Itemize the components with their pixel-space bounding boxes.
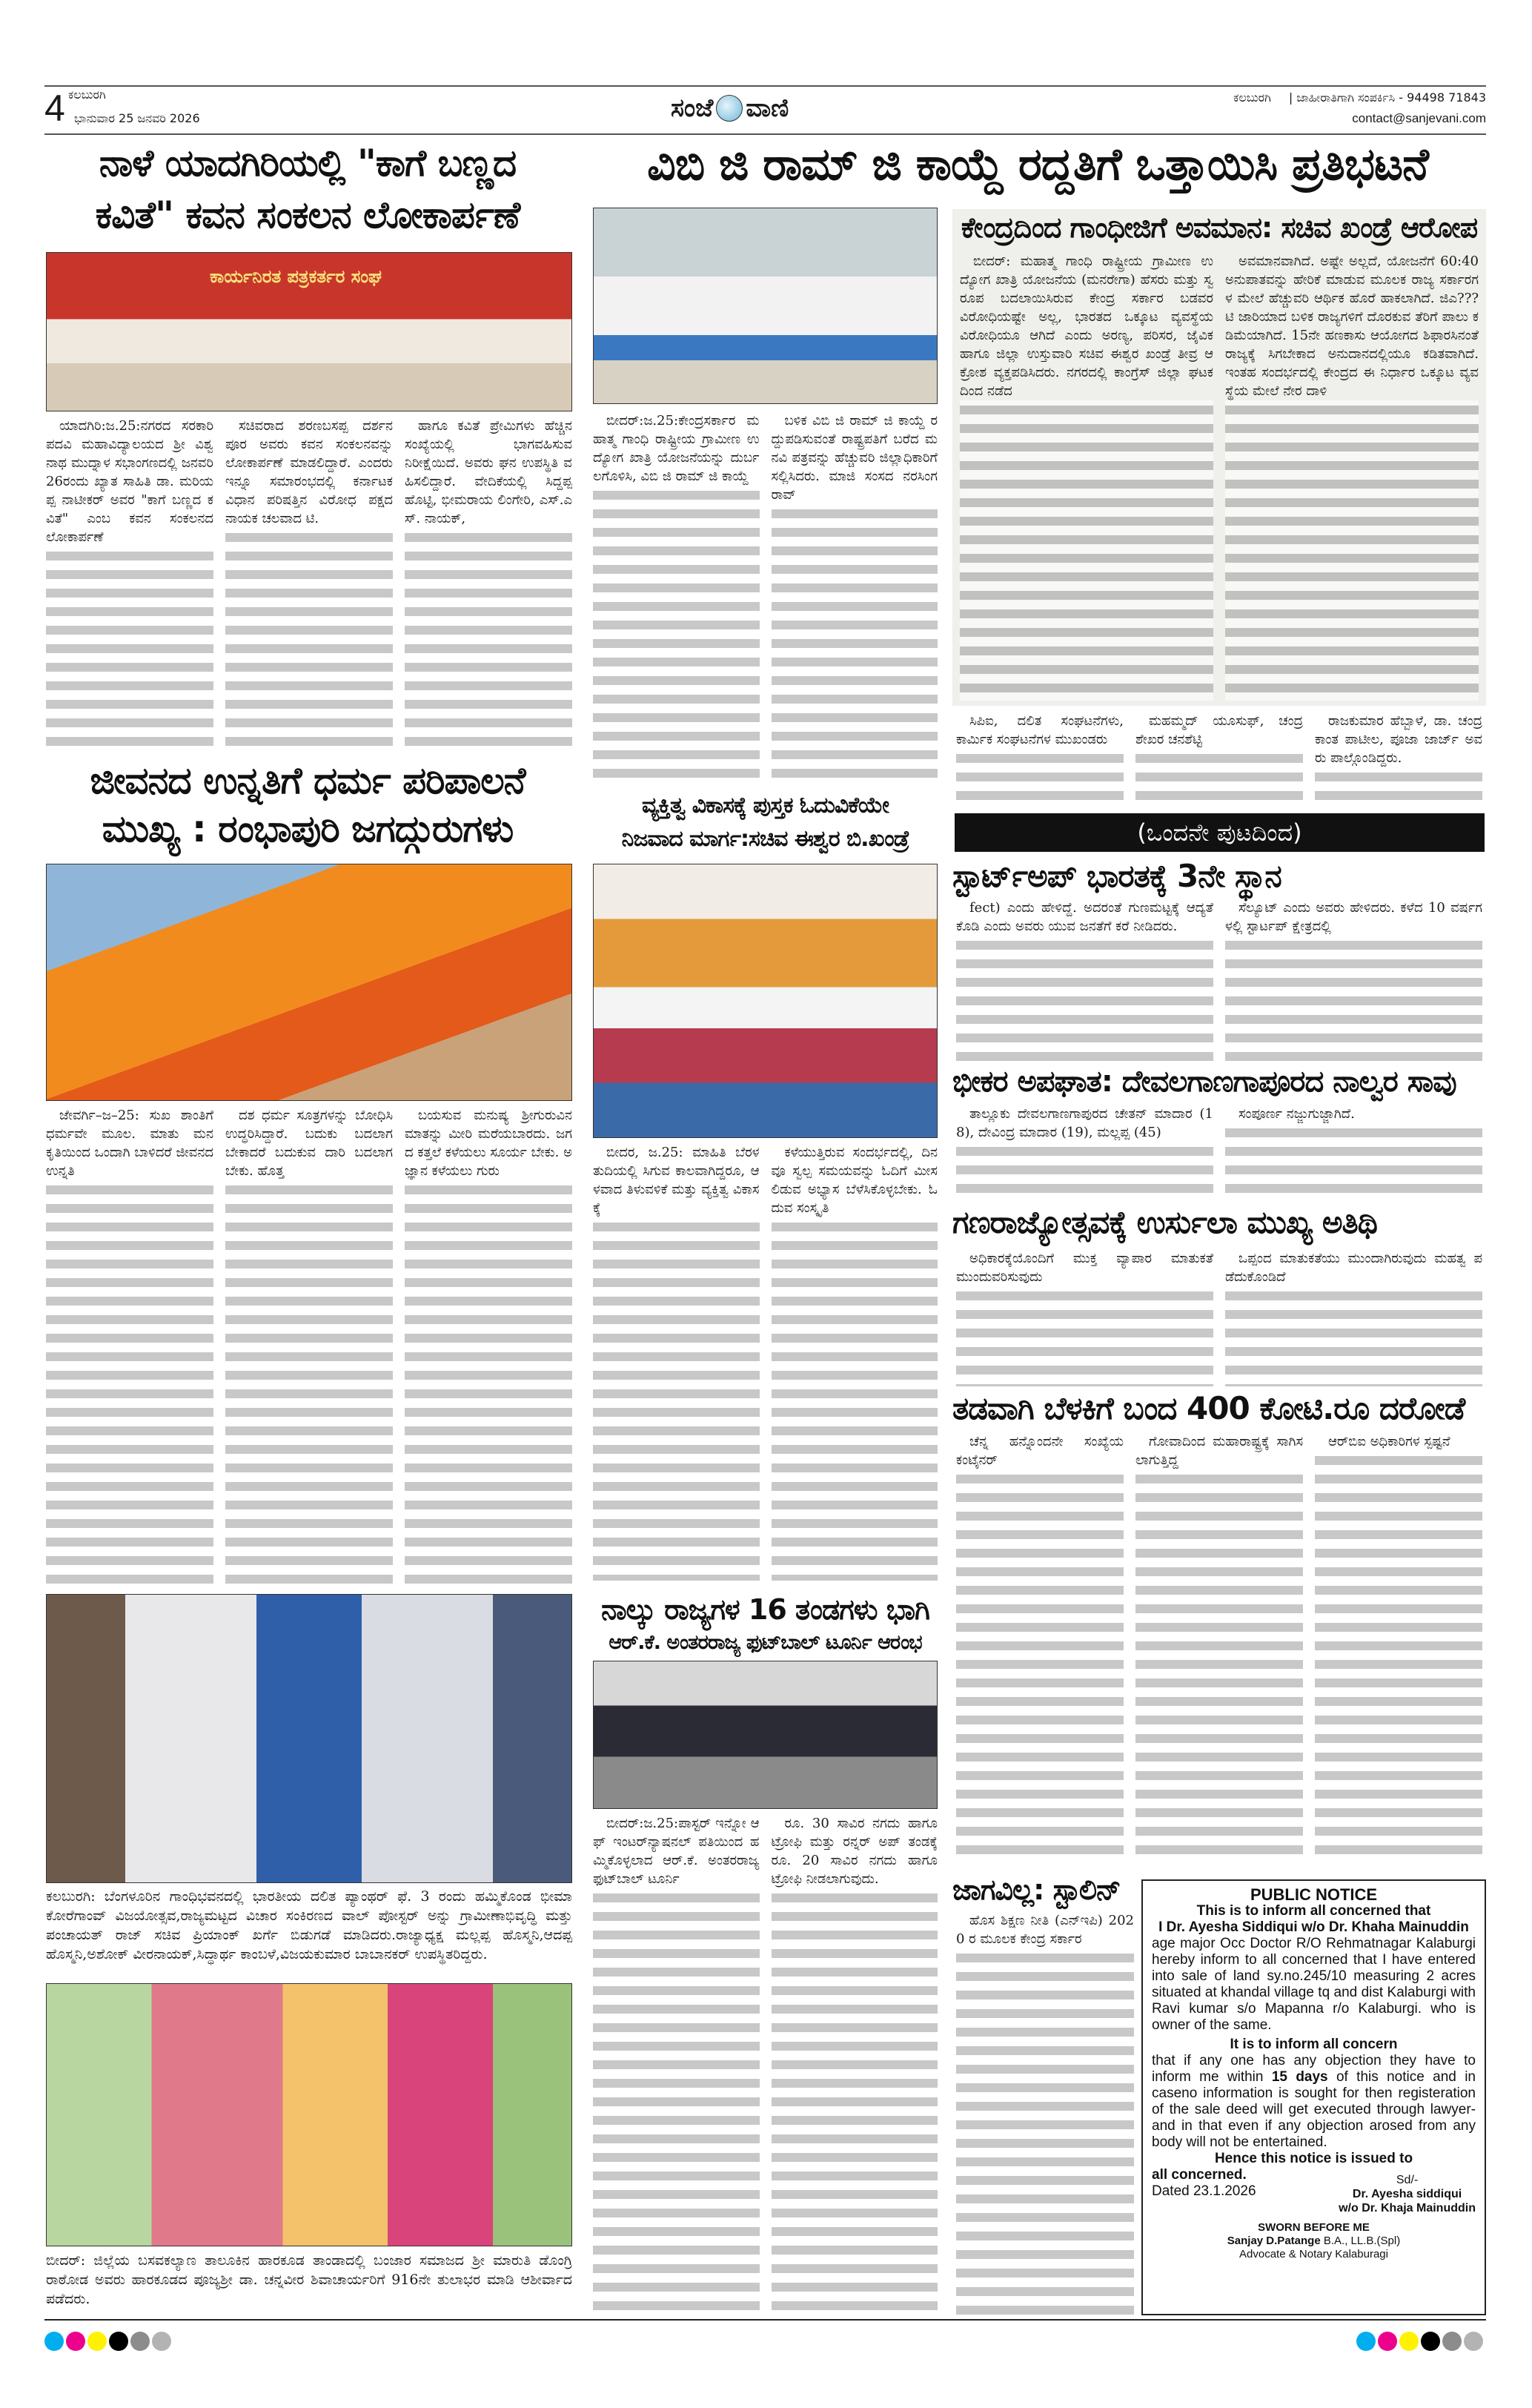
continued-text-lines — [956, 1948, 1134, 2315]
text-column — [1315, 1432, 1482, 1862]
headline-khandre: ಕೇಂದ್ರದಿಂದ ಗಾಂಧೀಜಿಗೆ ಅವಮಾನ: ಸಚಿವ ಖಂಡ್ರೆ ಆರೋಪ — [961, 211, 1478, 244]
article-paragraph: ಹಾಗೂ ಕವಿತೆ ಪ್ರೇಮಿಗಳು ಹೆಚ್ಚಿನ ಸಂಖ್ಯೆಯಲ್ಲಿ ಭಾಗವಹಿಸುವ ನಿರೀಕ್ಷೆಯಿದೆ. ಅವರು ಘನ ಉಪಸ್ಥಿತಿ ವಹಿಸಲಿದ್ದಾರೆ. ವೇದಿಕೆಯಲ್ಲಿ ಸಿದ್ದಪ್ಪ ಹೊಟ್ಟಿ, ಭೀಮರಾಯ ಲಿಂಗೇರಿ, ಎಸ್.ಎಸ್. ನಾಯಕ್, — [405, 418, 572, 526]
notice-advocate-name: Sanjay D.Patange — [1227, 2235, 1321, 2247]
text-column — [956, 899, 1213, 1062]
continued-text-lines — [1225, 936, 1482, 1062]
continued-text-lines — [1135, 749, 1303, 808]
subheadline-football: ಆರ್.ಕೆ. ಅಂತರರಾಜ್ಯ ಫುಟ್‌ಬಾಲ್ ಟೂರ್ನಿ ಆರಂಭ — [609, 1631, 922, 1654]
headline-stalin: ಜಾಗವಿಲ್ಲ: ಸ್ಟಾಲಿನ್ — [952, 1873, 1121, 1906]
continued-from-front-banner: (ಒಂದನೇ ಪುಟದಿಂದ) — [955, 813, 1485, 852]
masthead-top-rule — [44, 85, 1486, 87]
photo-rambhapuri-swamiji — [46, 864, 572, 1101]
text-column — [1225, 899, 1482, 1062]
notice-body-2 — [1152, 2053, 1476, 2151]
continued-text-lines — [956, 749, 1124, 808]
headline-robbery: ತಡವಾಗಿ ಬೆಳಕಿಗೆ ಬಂದ 400 ಕೋಟಿ.ರೂ ದರೋಡೆ — [952, 1390, 1465, 1426]
article-paragraph: ಜೇವರ್ಗಿ–ಜ–25: ಸುಖ ಶಾಂತಿಗೆ ಧರ್ಮವೇ ಮೂಲ. ಮಾತು ಮನ ಕೃತಿಯಿಂದ ಒಂದಾಗಿ ಬಾಳಿದರೆ ಜೀವನದ ಉನ್ನತಿ — [46, 1108, 213, 1179]
photo-protest-march — [593, 208, 938, 404]
cyan-dot-icon — [1356, 2332, 1376, 2351]
continued-text-lines — [593, 1217, 760, 1581]
text-column — [956, 1249, 1213, 1386]
black-dot-icon — [109, 2332, 128, 2351]
continued-text-lines — [225, 528, 393, 750]
logo-text-left: ಸಂಜೆ — [671, 93, 714, 123]
newspaper-logo — [671, 93, 789, 123]
notice-signatory-relation: w/o Dr. Khaja Mainuddin — [1339, 2202, 1476, 2214]
photo-book-exhibition — [593, 864, 938, 1138]
caption-tulabhara: ಬೀದರ್: ಜಿಲ್ಲೆಯ ಬಸವಕಲ್ಯಾಣ ತಾಲೂಕಿನ ಹಾರಕೂಡ ತಾಂಡಾದಲ್ಲಿ ಬಂಜಾರ ಸಮಾಜದ ಶ್ರೀ ಮಾರುತಿ ಡೊಂಗ್ರಿ ರಾಠೋಡ ಅವರು ಹಾರಕೂಡದ ಪೂಜ್ಯಶ್ರೀ ಡಾ. ಚನ್ನವೀರ ಶಿವಾಚಾರ್ಯರಿಗೆ 916ನೇ ತುಲಾಭರ ಮಾಡಿ ಆಶೀರ್ವಾದ ಪಡೆದರು. — [46, 2252, 572, 2307]
page-number: 4 — [44, 87, 65, 129]
continued-text-lines — [1225, 400, 1479, 701]
article-paragraph: ಮಹಮ್ಮದ್ ಯೂಸುಫ್, ಚಂದ್ರಶೇಖರ ಚನಶೆಟ್ಟಿ — [1135, 713, 1303, 747]
text-column — [1135, 712, 1303, 808]
logo-text-right: ವಾಣಿ — [746, 93, 789, 123]
article-body-startup — [956, 899, 1482, 1062]
caption-poster-release: ಕಲಬುರಗಿ: ಬೆಂಗಳೂರಿನ ಗಾಂಧಿಭವನದಲ್ಲಿ ಭಾರತೀಯ ದಲಿತ ಪ್ಯಾಂಥರ್ ಫೆ. 3 ರಂದು ಹಮ್ಮಿಕೊಂಡ ಭೀಮಾ ಕೋರೆಗಾಂವ್ ವಿಜಯೋತ್ಸವ,ರಾಜ್ಯಮಟ್ಟದ ವಿಚಾರ ಸಂಕಿರಣದ ವಾಲ್ ಪೋಸ್ಟರ್ ಅನ್ನು ಗ್ರಾಮೀಣಾಭಿವೃದ್ಧಿ ಮತ್ತು ಪಂಚಾಯತ್ ರಾಜ್ ಸಚಿವ ಪ್ರಿಯಾಂಕ್ ಖರ್ಗೆ ಬಿಡುಗಡೆ ಮಾಡಿದರು.ರಾಜ್ಯಾಧ್ಯಕ್ಷ ಮಲ್ಲಪ್ಪ ಹೊಸ್ಮನಿ,ಆದಪ್ಪ ಹೊಸ್ಮನಿ,ಅಶೋಕ್ ವೀರನಾಯಕ್,ಸಿದ್ಧಾರ್ಥ ಕಾಂಬಳೆ,ವಿಜಯಕುಮಾರ ಬಾಬಾನಕರ್ ಉಪಸ್ಥಿತರಿದ್ದರು. — [46, 1888, 572, 1962]
headline-startup: ಸ್ಟಾರ್ಟ್‌ಅಪ್ ಭಾರತಕ್ಕೆ 3ನೇ ಸ್ಥಾನ — [952, 858, 1281, 894]
article-paragraph: ಅಧಿಕಾರಕ್ಕೆಯೊಂದಿಗೆ ಮುಕ್ತ ವ್ಯಾಪಾರ ಮಾತುಕತೆ ಮುಂದುವರಿಸುವುದು — [956, 1251, 1213, 1285]
article-paragraph: ಸಂಪೂರ್ಣ ನಜ್ಜುಗುಜ್ಜಾಗಿದೆ. — [1238, 1106, 1355, 1122]
public-notice — [1141, 1879, 1486, 2315]
continued-text-lines — [405, 528, 572, 750]
text-column — [956, 1911, 1134, 2315]
article-paragraph: ಬಯಸುವ ಮನುಷ್ಯ ಶ್ರೀಗುರುವಿನ ಮಾತನ್ನು ಮೀರಿ ಮರೆಯಬಾರದು. ಜಗದ ಕತ್ತಲೆ ಕಳೆಯಲು ಸೂರ್ಯ ಬೇಕು. ಅಜ್ಞಾನ ಕಳೆಯಲು ಗುರು — [405, 1108, 572, 1179]
article-paragraph: ಸಚಿವರಾದ ಶರಣಬಸಪ್ಪ ದರ್ಶನಪೂರ ಅವರು ಕವನ ಸಂಕಲನವನ್ನು ಲೋಕಾರ್ಪಣೆ ಮಾಡಲಿದ್ದಾರೆ. ಎಂದರು ಇನ್ನೂ ಸಮಾರಂಭದಲ್ಲಿ ಕರ್ನಾಟಕ ವಿಧಾನ ಪರಿಷತ್ತಿನ ವಿರೋಧ ಪಕ್ಷದ ನಾಯಕ ಚಲವಾದ ಟಿ. — [225, 418, 393, 526]
continued-text-lines — [1135, 1469, 1303, 1862]
photo-book-release — [46, 252, 572, 411]
contact-email[interactable]: contact@sanjevani.com — [1352, 111, 1486, 125]
notice-sworn: SWORN BEFORE ME — [1258, 2221, 1370, 2234]
article-paragraph: ಯಾದಗಿರಿ:ಜ.25:ನಗರದ ಸರಕಾರಿ ಪದವಿ ಮಹಾವಿದ್ಯಾಲಯದ ಶ್ರೀ ವಿಶ್ವನಾಥ ಮುದ್ನಾಳ ಸಭಾಂಗಣದಲ್ಲಿ ಜನವರಿ 26ರಂದು ಖ್ಯಾತ ಸಾಹಿತಿ ಡಾ. ಮರಿಯಪ್ಪ ನಾಟೀಕರ್ ಅವರ "ಕಾಗೆ ಬಣ್ಣದ ಕವಿತೆ" ಎಂಬ ಕವನ ಸಂಕಲನದ ಲೋಕಾರ್ಪಣೆ — [46, 418, 213, 545]
text-column — [1135, 1432, 1303, 1862]
article-paragraph: ಗೋವಾದಿಂದ ಮಹಾರಾಷ್ಟ್ರಕ್ಕೆ ಸಾಗಿಸಲಾಗುತ್ತಿದ್ದ — [1135, 1434, 1303, 1468]
text-column — [593, 411, 760, 786]
notice-body-2b: of this notice and in caseno information is sought for then registeration of the sale deed will get executed through lawyer- and in that even if any objection arosed from any body will not be entertained. — [1152, 2069, 1476, 2150]
photo-poster-release — [46, 1594, 572, 1883]
article-body-khandre — [960, 252, 1479, 701]
text-column — [46, 417, 213, 750]
continued-text-lines — [1225, 1123, 1482, 1200]
footer-rule — [44, 2319, 1486, 2321]
article-paragraph: ಹೊಸ ಶಿಕ್ಷಣ ನೀತಿ (ಎನ್‌ಇಪಿ) 2020 ರ ಮೂಲಕ ಕೇಂದ್ರ ಸರ್ಕಾರ — [956, 1913, 1134, 1947]
headline-republic-day: ಗಣರಾಜ್ಯೋತ್ಸವಕ್ಕೆ ಉರ್ಸುಲಾ ಮುಖ್ಯ ಅತಿಥಿ — [952, 1204, 1377, 1240]
article-body-main — [593, 411, 938, 786]
masthead-contact — [1233, 90, 1486, 105]
text-column — [772, 411, 938, 786]
article-body-khandre-continued — [956, 712, 1482, 808]
article-paragraph: ಆರ್‌ಬಿಐ ಅಧಿಕಾರಿಗಳ ಸ್ಪಷ್ಟನೆ — [1328, 1434, 1450, 1449]
magenta-dot-icon — [66, 2332, 85, 2351]
gray-dot-icon — [130, 2332, 150, 2351]
text-column — [1225, 1105, 1482, 1200]
notice-advocate-title: Advocate & Notary Kalaburagi — [1239, 2248, 1388, 2260]
continued-text-lines — [593, 1888, 760, 2315]
text-column — [772, 1143, 938, 1581]
text-column — [225, 1106, 393, 1588]
article-paragraph: ಒಪ್ಪಂದ ಮಾತುಕತೆಯು ಮುಂದಾಗಿರುವುದು ಮಹತ್ವ ಪಡೆದುಕೊಂಡಿದೆ — [1225, 1251, 1482, 1285]
article-paragraph: ಸೆಲ್ಯೂಟ್ ಎಂದು ಅವರು ಹೇಳಿದರು. ಕಳೆದ 10 ವರ್ಷಗಳಲ್ಲಿ ಸ್ಟಾರ್ಟಪ್ ಕ್ಷೇತ್ರದಲ್ಲಿ — [1225, 900, 1482, 934]
text-column — [956, 712, 1124, 808]
text-column — [1315, 712, 1482, 808]
article-paragraph: ದಶ ಧರ್ಮ ಸೂತ್ರಗಳನ್ನು ಬೋಧಿಸಿ ಉದ್ಧರಿಸಿದ್ದಾರೆ. ಬದುಕು ಬದಲಾಗಬೇಕಾದರೆ ಬದುಕುವ ದಾರಿ ಬದಲಾಗಬೇಕು. ಹೊತ್ತ — [225, 1108, 393, 1179]
continued-text-lines — [772, 504, 938, 786]
article-body-robbery — [956, 1432, 1482, 1862]
masthead-bottom-rule — [44, 133, 1486, 135]
continued-text-lines — [1315, 1451, 1482, 1862]
headline-main: ವಿಬಿ ಜಿ ರಾಮ್ ಜಿ ಕಾಯ್ದೆ ರದ್ದತಿಗೆ ಒತ್ತಾಯಿಸಿ ಪ್ರತಿಭಟನೆ — [647, 139, 1428, 191]
article-paragraph: ತಾಲ್ಲೂಕು ದೇವಲಗಾಣಗಾಪುರದ ಚೇತನ್ ಮಾದಾರ (18), ದೇವಿಂದ್ರ ಮಾದಾರ (19), ಮಲ್ಲಪ್ಪ (45) — [956, 1106, 1213, 1140]
headline-dharma-line1: ಜೀವನದ ಉನ್ನತಿಗೆ ಧರ್ಮ ಪರಿಪಾಲನೆ — [90, 759, 525, 802]
article-paragraph: ರೂ. 30 ಸಾವಿರ ನಗದು ಹಾಗೂ ಟ್ರೋಫಿ ಮತ್ತು ರನ್ನರ್ ಅಪ್ ತಂಡಕ್ಕೆ ರೂ. 20 ಸಾವಿರ ನಗದು ಹಾಗೂ ಟ್ರೋಫಿ ನೀಡಲಾಗುವುದು. — [771, 1816, 938, 1887]
yellow-dot-icon — [87, 2332, 107, 2351]
continued-text-lines — [956, 1469, 1124, 1862]
photo-football-teams — [593, 1661, 938, 1809]
article-paragraph: ಕಳೆಯುತ್ತಿರುವ ಸಂದರ್ಭದಲ್ಲಿ, ದಿನವೂ ಸ್ವಲ್ಪ ಸಮಯವನ್ನು ಓದಿಗೆ ಮೀಸಲಿಡುವ ಅಭ್ಯಾಸ ಬೆಳೆಸಿಕೊಳ್ಳಬೇಕು. ಓದುವ ಸಂಸ್ಕೃತಿ — [771, 1145, 938, 1216]
article-paragraph: ಬೀದರ್:ಜ.25:ಪಾಸ್ಟರ್ ಇನ್ನೋ ಆಫ್ ಇಂಟರ್‌ನ್ಯಾಷನಲ್ ಪತಿಯಿಂದ ಹಮ್ಮಿಕೊಳ್ಳಲಾದ ಆರ್.ಕೆ. ಅಂತರರಾಜ್ಯ ಫುಟ್‌ಬಾಲ್ ಟೂರ್ನಿ — [593, 1816, 760, 1887]
notice-all-concerned: all concerned. — [1152, 2167, 1247, 2183]
color-registration-marks-left — [44, 2332, 173, 2354]
text-column — [225, 417, 393, 750]
light-gray-dot-icon — [152, 2332, 171, 2351]
color-registration-marks-right — [1356, 2332, 1485, 2354]
text-column — [405, 1106, 572, 1588]
ad-contact: | ಜಾಹೀರಾತಿಗಾಗಿ ಸಂಪರ್ಕಿಸಿ - 94498 71843 — [1288, 90, 1486, 105]
article-body-republic-day — [956, 1249, 1482, 1386]
continued-text-lines — [956, 936, 1213, 1062]
article-body-accident — [956, 1105, 1482, 1200]
continued-text-lines — [593, 486, 760, 786]
headline-kavana-line2: ಕವಿತೆ" ಕವನ ಸಂಕಲನ ಲೋಕಾರ್ಪಣೆ — [95, 194, 520, 236]
masthead-right-city: ಕಲಬುರಗಿ — [1233, 90, 1271, 105]
notice-sd: Sd/- — [1396, 2174, 1419, 2186]
headline-accident: ಭೀಕರ ಅಪಘಾತ: ದೇವಲಗಾಣಗಾಪೂರದ ನಾಲ್ವರ ಸಾವು — [952, 1065, 1456, 1099]
photo-banner-text: ಕಾರ್ಯನಿರತ ಪತ್ರಕರ್ತರ ಸಂಘ — [210, 266, 382, 287]
text-column — [593, 1143, 760, 1581]
text-column — [1225, 252, 1479, 701]
article-body-book — [593, 1143, 938, 1581]
edition-city: ಕಲಬುರಗಿ — [68, 87, 106, 102]
article-paragraph: ಅವಮಾನವಾಗಿದೆ. ಅಷ್ಟೇ ಅಲ್ಲದೆ, ಯೋಜನೆಗೆ 60:40 ಅನುಪಾತವನ್ನು ಹೇರಿಕೆ ಮಾಡುವ ಮೂಲಕ ರಾಜ್ಯ ಸರ್ಕಾರಗಳ ಮೇಲೆ ಹೆಚ್ಚುವರಿ ಆರ್ಥಿಕ ಹೊರೆ ಹಾಕಲಾಗಿದೆ. ಜಿಎ???ಟಿ ಜಾರಿಯಾದ ಬಳಿಕ ರಾಜ್ಯಗಳಿಗೆ ದೊರಕುವ ತೆರಿಗೆ ಪಾಲು ಕಡಿಮೆಯಾಗಿದೆ. 15ನೇ ಹಣಕಾಸು ಆಯೋಗದ ಶಿಫಾರಸಿನಂತೆ ರಾಜ್ಯಕ್ಕೆ ಸಿಗಬೇಕಾದ ಅನುದಾನದಲ್ಲಿಯೂ ಕಡಿತವಾಗಿದೆ. ಇಂತಹ ಸಂದರ್ಭದಲ್ಲಿ ಕೇಂದ್ರದ ಈ ನಿರ್ಧಾರ ಒಕ್ಕೂಟ ವ್ಯವಸ್ಥೆಯ ಮೇಲೆ ನೇರ ದಾಳಿ — [1225, 254, 1479, 399]
continued-text-lines — [405, 1180, 572, 1588]
article-paragraph: ಸಿಪಿಐ, ದಲಿತ ಸಂಘಟನೆಗಳು, ಕಾರ್ಮಿಕ ಸಂಘಟನೆಗಳ ಮುಖಂಡರು — [956, 713, 1124, 747]
article-body-football — [593, 1814, 938, 2315]
continued-text-lines — [772, 1217, 938, 1581]
continued-text-lines — [225, 1180, 393, 1588]
continued-text-lines — [46, 1180, 213, 1588]
notice-date: Dated 23.1.2026 — [1152, 2183, 1256, 2199]
continued-text-lines — [956, 1142, 1213, 1200]
notice-name-line: I Dr. Ayesha Siddiqui w/o Dr. Khaha Mainuddin — [1158, 1919, 1469, 1935]
continued-text-lines — [956, 1286, 1213, 1386]
article-paragraph: ಬೀದರ್:ಜ.25:ಕೇಂದ್ರಸರ್ಕಾರ ಮಹಾತ್ಮ ಗಾಂಧಿ ರಾಷ್ಟ್ರೀಯ ಗ್ರಾಮೀಣ ಉದ್ಯೋಗ ಖಾತ್ರಿ ಯೋಜನೆಯನ್ನು ದುರ್ಬಲಗೊಳಿಸಿ, ವಿಬಿ ಜಿ ರಾಮ್ ಜಿ ಕಾಯ್ದೆ — [593, 413, 760, 484]
continued-text-lines — [772, 1888, 938, 2315]
notice-intro: This is to inform all concerned that — [1196, 1903, 1431, 1919]
notice-title: PUBLIC NOTICE — [1250, 1885, 1378, 1904]
article-paragraph: ಬೀದರ್: ಮಹಾತ್ಮ ಗಾಂಧಿ ರಾಷ್ಟ್ರೀಯ ಗ್ರಾಮೀಣ ಉದ್ಯೋಗ ಖಾತ್ರಿ ಯೋಜನೆಯ (ಮನರೇಗಾ) ಹೆಸರು ಮತ್ತು ಸ್ವರೂಪ ಬದಲಾಯಿಸಿರುವ ಕೇಂದ್ರ ಸರ್ಕಾರ ಬಡವರ ವಿರೋಧಿಯಷ್ಟೇ ಅಲ್ಲ, ಭಾರತದ ಒಕ್ಕೂಟ ವ್ಯವಸ್ಥೆಯ ವಿರೋಧಿಯೂ ಆಗಿದೆ ಎಂದು ಅರಣ್ಯ, ಪರಿಸರ, ಜೈವಿಕ ಹಾಗೂ ಜಿಲ್ಲಾ ಉಸ್ತುವಾರಿ ಸಚಿವ ಈಶ್ವರ ಖಂಡ್ರೆ ತೀವ್ರ ಆಕ್ರೋಶ ವ್ಯಕ್ತಪಡಿಸಿದರು. ನಗರದಲ್ಲಿ ಕಾಂಗ್ರೆಸ್ ಜಿಲ್ಲಾ ಘಟಕದಿಂದ ನಡೆದ — [960, 254, 1213, 399]
gray-dot-icon — [1442, 2332, 1462, 2351]
headline-football: ನಾಲ್ಕು ರಾಜ್ಯಗಳ 16 ತಂಡಗಳು ಭಾಗಿ — [601, 1593, 929, 1626]
black-dot-icon — [1421, 2332, 1440, 2351]
article-paragraph: ಬಳಿಕ ವಿಬಿ ಜಿ ರಾಮ್ ಜಿ ಕಾಯ್ದೆ ರದ್ದುಪಡಿಸುವಂತೆ ರಾಷ್ಟ್ರಪತಿಗೆ ಬರೆದ ಮನವಿ ಪತ್ರವನ್ನು ಹೆಚ್ಚುವರಿ ಜಿಲ್ಲಾಧಿಕಾರಿಗೆ ಸಲ್ಲಿಸಿದರು. ಮಾಜಿ ಸಂಸದ ನರಸಿಂಗರಾವ್ — [771, 413, 938, 503]
cyan-dot-icon — [44, 2332, 64, 2351]
text-column — [956, 1105, 1213, 1200]
notice-hence: Hence this notice is issued to — [1214, 2151, 1413, 2166]
headline-book-line1: ವ್ಯಕ್ತಿತ್ವ ವಿಕಾಸಕ್ಕೆ ಪುಸ್ತಕ ಓದುವಿಕೆಯೇ — [641, 793, 889, 818]
article-body-dharma — [46, 1106, 572, 1588]
headline-kavana-line1: ನಾಳೆ ಯಾದಗಿರಿಯಲ್ಲಿ "ಕಾಗೆ ಬಣ್ಣದ — [99, 142, 517, 185]
notice-signatory-name: Dr. Ayesha siddiqui — [1352, 2188, 1462, 2200]
notice-subhead: It is to inform all concern — [1230, 2037, 1398, 2052]
headline-book-line2: ನಿಜವಾದ ಮಾರ್ಗ:ಸಚಿವ ಈಶ್ವರ ಬಿ.ಖಂಡ್ರೆ — [621, 826, 909, 852]
magenta-dot-icon — [1378, 2332, 1397, 2351]
text-column — [46, 1106, 213, 1588]
continued-text-lines — [1315, 767, 1482, 808]
text-column — [956, 1432, 1124, 1862]
logo-globe-icon — [716, 95, 743, 122]
notice-advocate-quals: B.A., LL.B.(Spl) — [1323, 2235, 1401, 2247]
article-paragraph: ಬೀದರ, ಜ.25: ಮಾಹಿತಿ ಬೆರಳ ತುದಿಯಲ್ಲಿ ಸಿಗುವ ಕಾಲವಾಗಿದ್ದರೂ, ಆಳವಾದ ತಿಳುವಳಿಕೆ ಮತ್ತು ವ್ಯಕ್ತಿತ್ವ ವಿಕಾಸಕ್ಕೆ — [593, 1145, 760, 1216]
article-body-stalin — [956, 1911, 1134, 2315]
text-column — [593, 1814, 760, 2315]
continued-text-lines — [46, 546, 213, 750]
text-column — [772, 1814, 938, 2315]
article-paragraph: ರಾಜಕುಮಾರ ಹೆಬ್ಬಾಳೆ, ಡಾ. ಚಂದ್ರಕಾಂತ ಪಾಟೀಲ, ಪೂಜಾ ಜಾರ್ಜ್ ಅವರು ಪಾಲ್ಗೊಂಡಿದ್ದರು. — [1315, 713, 1482, 766]
article-paragraph: ಚೆನ್ನ ಹನ್ನೊಂದನೇ ಸಂಖ್ಯೆಯ ಕಂಟೈನರ್ — [956, 1434, 1124, 1468]
photo-tulabhara — [46, 1983, 572, 2246]
notice-body-2a: that if any one has any objection they have to inform me within — [1152, 2053, 1476, 2085]
text-column — [960, 252, 1213, 701]
continued-text-lines — [1225, 1286, 1482, 1386]
continued-text-lines — [960, 400, 1213, 701]
edition-date: ಭಾನುವಾರ 25 ಜನವರಿ 2026 — [74, 111, 200, 125]
text-column — [405, 417, 572, 750]
text-column — [1225, 1249, 1482, 1386]
yellow-dot-icon — [1399, 2332, 1419, 2351]
article-body-kavana — [46, 417, 572, 750]
headline-dharma-line2: ಮುಖ್ಯ : ರಂಭಾಪುರಿ ಜಗದ್ಗುರುಗಳು — [102, 807, 514, 850]
notice-deadline: 15 days — [1271, 2069, 1328, 2085]
notice-body-1: age major Occ Doctor R/O Rehmatnagar Kalaburgi hereby inform to all concerned that I have entered into sale of land sy.no.245/10 measuring 2 acres situated at khandal village tq and dist Kalaburgi with Ravi kumar s/o Mapanna r/o Kalaburgi. who is owner of the same. — [1152, 1936, 1476, 2033]
light-gray-dot-icon — [1464, 2332, 1483, 2351]
article-paragraph: fect) ಎಂದು ಹೇಳಿದ್ದೆ. ಅದರಂತೆ ಗುಣಮಟ್ಟಕ್ಕೆ ಆದ್ಯತೆ ಕೊಡಿ ಎಂದು ಅವರು ಯುವ ಜನತೆಗೆ ಕರೆ ನೀಡಿದರು. — [956, 900, 1213, 934]
